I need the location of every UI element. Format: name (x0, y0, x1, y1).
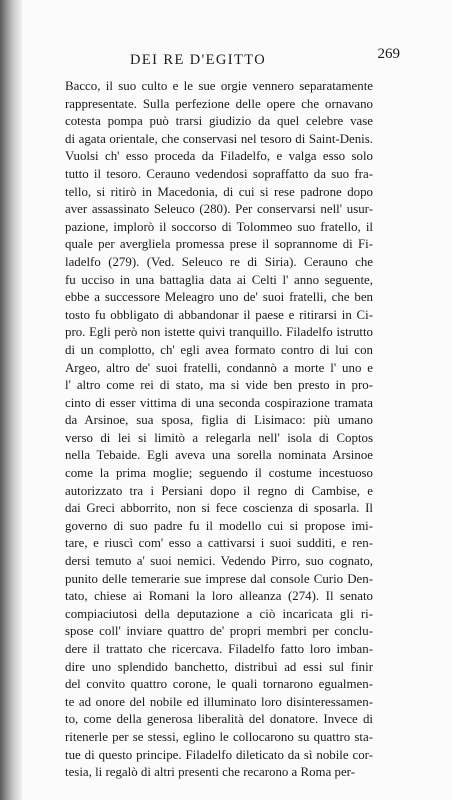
text-line: dai Greci abborrito, non si fece coscienza di sposarla. Il (65, 501, 373, 516)
text-line: tesia, li regalò di altri presenti che recarono a Roma per- (65, 765, 356, 780)
body-text (65, 78, 373, 782)
text-line: te ad onore del nobile ed illuminato loro disinteressamen- (65, 694, 373, 709)
text-line: dere il trattato che ricercava. Filadelfo fatto loro imban- (65, 642, 373, 656)
text-line: come la prima moglie; seguendo il costume incestuoso (65, 466, 373, 481)
text-line: tutto il tesoro. Cerauno vedendosi sopraffatto da suo fra- (65, 166, 373, 181)
text-line: pazione, implorò il soccorso di Tolommeo suo fratello, il (65, 219, 373, 234)
text-line: fu ucciso in una battaglia data ai Celti l' anno seguente, (65, 272, 373, 287)
text-line: tare, e riuscì com' esso a cattivarsi i suoi sudditi, e ren- (65, 536, 373, 551)
text-line: tato, chiese ai Romani la loro alleanza (274). Il senato (65, 589, 373, 604)
text-line: di agata orientale, che conservasi nel tesoro di Saint-Denis. (65, 131, 373, 146)
page-header (100, 46, 400, 70)
text-line: cotesta pompa può trarsi giudizio da quel celebre vase (65, 114, 373, 129)
text-line: verso di lei si limitò a relegarla nell' isola di Coptos (65, 430, 373, 445)
text-line: compiaciutosi della deputazione a ciò incaricata gli ri- (65, 606, 373, 621)
text-line: punito delle temerarie sue imprese dal console Curio Den- (65, 571, 373, 586)
text-line: ritenerle per se stessi, eglino le collocarono su quattro sta- (65, 729, 373, 744)
running-title: DEI RE D'EGITTO (130, 52, 267, 68)
text-line: Argeo, altro de' suoi fratelli, condannò a morte l' uno e (65, 360, 373, 375)
text-line: autorizzato tra i Persiani dopo il regno di Cambise, e (65, 483, 373, 498)
text-line: to, come della generosa liberalità del donatore. Invece di (65, 712, 373, 727)
text-line: pro. Egli però non istette quivi tranquillo. Filadelfo istrutto (65, 325, 373, 340)
text-line: del convito quattro corone, le quali tornarono egualmen- (65, 677, 373, 692)
text-line: governo di suo padre fu il modello cui si propose imi- (65, 518, 373, 533)
text-line: tosto fu obbligato di abbandonar il paese e ritirarsi in Ci- (65, 307, 373, 322)
text-line: da Arsinoe, sua sposa, figlia di Lisimaco: più umano (65, 413, 373, 428)
text-line: di un complotto, ch' egli avea formato contro di lui con (65, 342, 373, 357)
text-line: ebbe a successore Meleagro uno de' suoi fratelli, che ben (65, 290, 373, 305)
text-line: tue di questo principe. Filadelfo dileticato da sì nobile cor- (65, 747, 373, 762)
text-line: spose coll' inviare quattro de' propri membri per conclu- (65, 624, 373, 639)
text-line: Vuolsi ch' esso proceda da Filadelfo, e valga esso solo (65, 149, 373, 164)
text-line: cinto di esser vittima di una seconda cospirazione tramata (65, 395, 373, 410)
book-gutter (0, 0, 22, 800)
text-line: dersi temuto a' suoi nemici. Vedendo Pirro, suo cognato, (65, 554, 373, 569)
text-line: ladelfo (279). (Ved. Seleuco re di Siria). Cerauno che (65, 254, 373, 269)
page-number: 269 (377, 46, 400, 62)
text-line: quale per averglielа promessa prese il soprannome di Fi- (65, 237, 373, 252)
text-line: aver assassinato Seleuco (280). Per conservarsi nell' usur- (65, 202, 373, 217)
text-line: l' altro come rei di stato, ma si vide ben presto in pro- (65, 378, 373, 393)
text-line: dire uno splendido banchetto, distribuì ad essi sul finir (65, 659, 373, 674)
text-line: nella Tebaide. Egli aveva una sorella nominata Arsinoe (65, 448, 373, 463)
text-line: tello, si ritirò in Macedonia, di cui si rese padrone dopo (65, 184, 373, 199)
text-line: Bacco, il suo culto e le sue orgie vennero separatamente (65, 79, 373, 93)
text-line: rappresentate. Sulla perfezione delle opere che ornavano (65, 96, 373, 111)
